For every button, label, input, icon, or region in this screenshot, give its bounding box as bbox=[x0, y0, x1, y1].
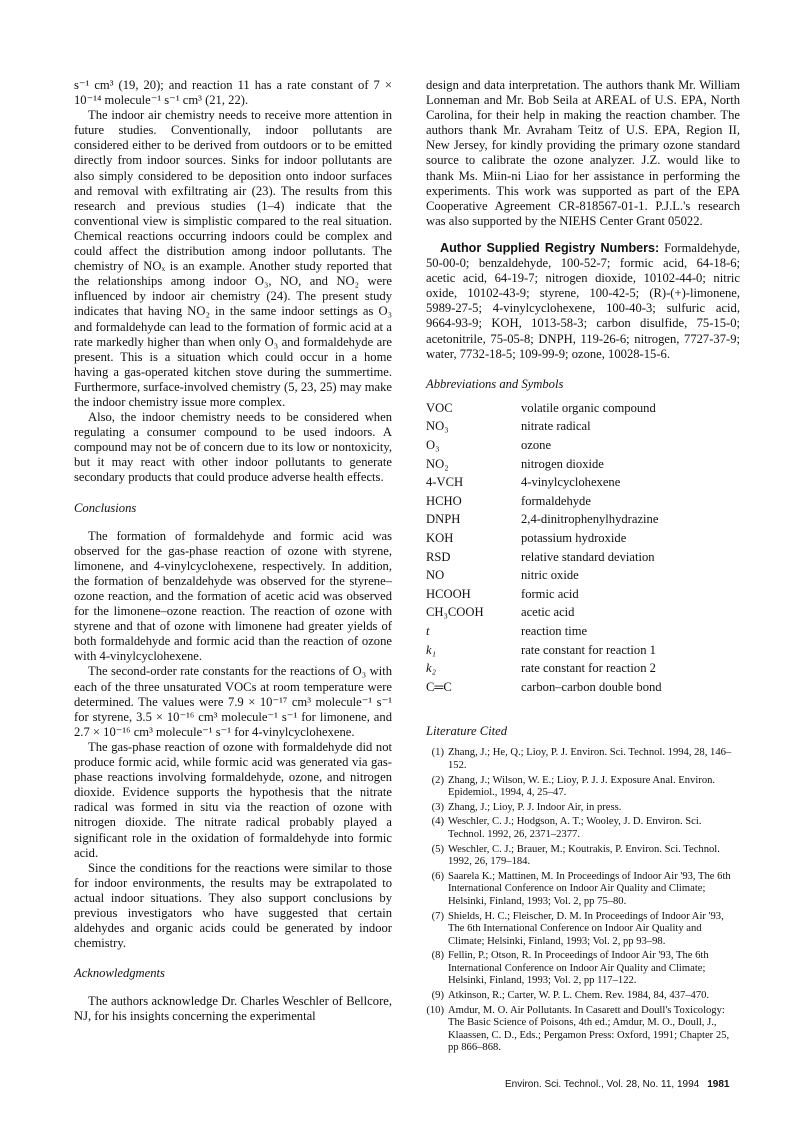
right-column bbox=[426, 78, 740, 1057]
reference-list bbox=[426, 747, 740, 1055]
abbreviation-term: C═C bbox=[426, 679, 452, 694]
left-column bbox=[74, 78, 392, 1025]
reference-item bbox=[426, 1005, 740, 1055]
reference-number: (7) bbox=[431, 910, 444, 922]
reference-number: (3) bbox=[431, 801, 444, 813]
registry-numbers: Formaldehyde, 50-00-0; benzaldehyde, 100-52-7; formic acid, 64-18-6; acetic acid, 64-19-7; nitrogen dioxide, 10102-44-0; nitric oxide, 10102-43-9; styrene, 100-42-5; (R)-(+)-limonene, 5989-27-5; 4-vinylcyclohexene, 100-40-3; sulfuric acid, 9664-93-9; KOH, 1013-58-3; carbon disulfide, 75-15-0; acetonitrile, 75-05-8; DNPH, 119-26-6; nitrogen, 7727-37-9; water, 7732-18-5; 109-99-9; ozone, 10028-15-6. bbox=[426, 240, 740, 361]
reference-item bbox=[426, 747, 740, 772]
paragraph-indoor-chemistry: The indoor air chemistry needs to receive more attention in future studies. Conventionally, indoor pollutants are considered either to be derived from outdoors or to be emitted directly from indoor sources. Sinks for indoor pollutants are also simply considered to be deposition onto indoor surfaces and removal with exfiltrating air (23). The results from this research and previous studies (1–4) indicate that the conventional view is simplistic compared to the real situation. Chemical reactions occurring indoors could be complex and could affect the distribution among indoor pollutants. The chemistry of NOₓ is an example. Another study reported that the relationships among indoor O₃, NO, and NO₂ were influenced by indoor air chemistry (24). The present study indicates that having NO₂ in the same indoor settings as O₃ and formaldehyde can lead to the formation of formic acid at a rate markedly higher than when only O₃ and formaldehyde are present. This is a situation which could occur in a home having a gas-operated kitchen stove during the summertime. Furthermore, surface-involved chemistry (5, 23, 25) may make the indoor chemistry issue more complex. bbox=[74, 108, 392, 409]
journal-citation: Environ. Sci. Technol., Vol. 28, No. 11, 1994 bbox=[505, 1079, 700, 1090]
conclusion-paragraph-3: The gas-phase reaction of ozone with formaldehyde did not produce formic acid, while formic acid was generated via gas-phase reactions involving formaldehyde, ozone, and nitrogen dioxide. Evidence supports the hypothesis that the nitrate radical was formed in situ via the reaction of ozone with nitrogen dioxide. The nitrate radical probably played a significant role in the oxidation of formaldehyde into formic acid. bbox=[74, 739, 392, 860]
registry-heading: Author Supplied Registry Numbers: bbox=[440, 240, 660, 255]
abbreviation-definition: potassium hydroxide bbox=[521, 530, 627, 545]
abbreviations-table bbox=[426, 401, 662, 699]
reference-text: Weschler, C. J.; Hodgson, A. T.; Wooley, J. D. Environ. Sci. Technol. 1992, 26, 2371–2377. bbox=[448, 816, 702, 840]
reference-item bbox=[426, 816, 740, 841]
conclusion-paragraph-2: The second-order rate constants for the reactions of O₃ with each of the three unsaturated VOCs at room temperature were determined. The values were 7.9 × 10⁻¹⁷ cm³ molecule⁻¹ s⁻¹ for styrene, 3.5 × 10⁻¹⁶ cm³ molecule⁻¹ s⁻¹ for limonene, and 2.7 × 10⁻¹⁶ cm³ molecule⁻¹ s⁻¹ for 4-vinylcyclohexene. bbox=[74, 664, 392, 739]
reference-item bbox=[426, 950, 740, 988]
abbreviation-term: HCHO bbox=[426, 493, 462, 508]
abbreviation-definition: nitric oxide bbox=[521, 568, 579, 583]
abbreviation-row bbox=[426, 643, 662, 662]
reference-number: (5) bbox=[431, 843, 444, 855]
abbreviation-definition: 2,4-dinitrophenylhydrazine bbox=[521, 512, 659, 527]
abbreviation-definition: nitrate radical bbox=[521, 419, 591, 434]
abbreviation-definition: volatile organic compound bbox=[521, 400, 656, 415]
abbreviation-definition: relative standard deviation bbox=[521, 549, 655, 564]
abbreviation-term: t bbox=[426, 623, 430, 638]
paragraph-consumer-compound: Also, the indoor chemistry needs to be considered when regulating a consumer compound to be used indoors. A compound may not be of concern due to its low or nontoxicity, but it may react with other indoor pollutants to generate secondary products that could produce adverse health effects. bbox=[74, 410, 392, 485]
abbreviation-row bbox=[426, 457, 662, 476]
reference-item bbox=[426, 871, 740, 909]
acknowledgments-heading: Acknowledgments bbox=[74, 966, 165, 981]
acknowledgments-paragraph: The authors acknowledge Dr. Charles Weschler of Bellcore, NJ, for his insights concerning the experimental bbox=[74, 994, 392, 1024]
reference-text: Zhang, J.; He, Q.; Lioy, P. J. Environ. Sci. Technol. 1994, 28, 146–152. bbox=[448, 747, 732, 771]
abbreviation-term: KOH bbox=[426, 530, 454, 545]
abbreviation-term: NO₃ bbox=[426, 419, 449, 434]
abbreviation-term: DNPH bbox=[426, 512, 461, 527]
reference-item bbox=[426, 990, 740, 1003]
reference-number: (1) bbox=[431, 747, 444, 759]
abbreviation-definition: formaldehyde bbox=[521, 493, 591, 508]
reference-text: Shields, H. C.; Fleischer, D. M. In Proceedings of Indoor Air '93, The 6th International Conference on Indoor Air Quality and Climate; Helsinki, Finland, 1993; Vol. 2, pp 93–98. bbox=[448, 910, 724, 947]
reference-number: (8) bbox=[431, 950, 444, 962]
abbreviation-row bbox=[426, 568, 662, 587]
conclusions-heading: Conclusions bbox=[74, 500, 137, 515]
abbreviation-term: k₁ bbox=[426, 642, 436, 657]
abbreviations-heading: Abbreviations and Symbols bbox=[426, 376, 564, 391]
reference-text: Zhang, J.; Wilson, W. E.; Lioy, P. J. J. Exposure Anal. Environ. Epidemiol., 1994, 4, 25–47. bbox=[448, 774, 716, 799]
paragraph-rate-constant: s⁻¹ cm³ (19, 20); and reaction 11 has a rate constant of 7 × 10⁻¹⁴ molecule⁻¹ s⁻¹ cm³ (21, 22). bbox=[74, 78, 392, 108]
abbreviation-row bbox=[426, 401, 662, 420]
reference-item bbox=[426, 911, 740, 949]
page-number: 1981 bbox=[707, 1079, 730, 1090]
reference-item bbox=[426, 775, 740, 800]
abbreviation-row bbox=[426, 680, 662, 699]
reference-number: (9) bbox=[431, 990, 444, 1002]
reference-item bbox=[426, 802, 740, 815]
abbreviation-row bbox=[426, 475, 662, 494]
abbreviation-term: 4-VCH bbox=[426, 475, 464, 490]
abbreviation-definition: 4-vinylcyclohexene bbox=[521, 475, 621, 490]
literature-cited-heading: Literature Cited bbox=[426, 724, 508, 739]
reference-item bbox=[426, 844, 740, 869]
reference-text: Weschler, C. J.; Brauer, M.; Koutrakis, P. Environ. Sci. Technol. 1992, 26, 179–184. bbox=[448, 843, 720, 868]
abbreviation-definition: formic acid bbox=[521, 586, 579, 601]
reference-text: Saarela K.; Mattinen, M. In Proceedings of Indoor Air '93, The 6th International Conference on Indoor Air Quality and Climate; Helsinki, Finland, 1993; Vol. 2, pp 75–80. bbox=[448, 870, 731, 907]
acknowledgments-continued: design and data interpretation. The authors thank Mr. William Lonneman and Mr. Bob Seila at AREAL of U.S. EPA, North Carolina, for their help in making the reaction chamber. The authors thank Mr. Avraham Teitz of U.S. EPA, Region II, New Jersey, for kindly providing the primary ozone standard source to calibrate the ozone analyzer. J.Z. would like to thank Ms. Miin-ni Liao for her assistance in performing the experiments. This work was supported as part of the EPA Cooperative Agreement CR-818567-01-1. P.J.L.'s research was also supported by the NIEHS Center Grant 05022. bbox=[426, 78, 740, 228]
abbreviation-term: HCOOH bbox=[426, 586, 471, 601]
abbreviation-term: VOC bbox=[426, 400, 453, 415]
reference-text: Fellin, P.; Otson, R. In Proceedings of Indoor Air '93, The 6th International Conference on Indoor Air Quality and Climate; Helsinki, Finland, 1993; Vol. 2, pp 117–122. bbox=[448, 950, 709, 987]
conclusion-paragraph-4: Since the conditions for the reactions were similar to those for indoor environments, the results may be extrapolated to actual indoor situations. They also support conclusions by previous investigators who have suggested that certain aldehydes and organic acids could be generated by indoor chemistry. bbox=[74, 860, 392, 951]
abbreviation-row bbox=[426, 550, 662, 569]
reference-number: (2) bbox=[431, 774, 444, 786]
abbreviation-definition: acetic acid bbox=[521, 605, 575, 620]
abbreviation-row bbox=[426, 624, 662, 643]
abbreviation-row bbox=[426, 661, 662, 680]
conclusion-paragraph-1: The formation of formaldehyde and formic acid was observed for the gas-phase reaction of ozone with styrene, limonene, and 4-vinylcyclohexene, respectively. In addition, the formation of benzaldehyde was observed for the styrene–ozone reaction, and the formation of acetic acid was observed for the limonene–ozone reaction. The reaction of ozone with styrene and that of ozone with limonene had greater yields of both formaldehyde and formic acid than the reaction of ozone with 4-vinylcyclohexene. bbox=[74, 528, 392, 664]
abbreviation-definition: nitrogen dioxide bbox=[521, 456, 604, 471]
abbreviation-term: NO₂ bbox=[426, 456, 449, 471]
reference-number: (6) bbox=[431, 870, 444, 882]
abbreviation-term: NO bbox=[426, 568, 445, 583]
abbreviation-term: CH₃COOH bbox=[426, 605, 484, 620]
page-footer bbox=[505, 1079, 729, 1090]
reference-text: Amdur, M. O. Air Pollutants. In Casarett and Doull's Toxicology: The Basic Science of Poisons, 4th ed.; Amdur, M. O., Doull, J., Klaassen, C. D., Eds.; Pergamon Press: Oxford, 1991; Chapter 25, pp 866–868. bbox=[448, 1004, 730, 1054]
abbreviation-definition: reaction time bbox=[521, 623, 588, 638]
abbreviation-term: O₃ bbox=[426, 437, 440, 452]
abbreviation-row bbox=[426, 494, 662, 513]
abbreviation-term: k₂ bbox=[426, 661, 436, 676]
abbreviation-definition: carbon–carbon double bond bbox=[521, 679, 662, 694]
abbreviation-row bbox=[426, 531, 662, 550]
abbreviation-row bbox=[426, 587, 662, 606]
abbreviation-definition: rate constant for reaction 1 bbox=[521, 642, 656, 657]
abbreviation-row bbox=[426, 512, 662, 531]
abbreviation-definition: ozone bbox=[521, 437, 552, 452]
registry-paragraph bbox=[426, 241, 740, 362]
reference-number: (4) bbox=[431, 816, 444, 828]
abbreviation-row bbox=[426, 419, 662, 438]
reference-text: Zhang, J.; Lioy, P. J. Indoor Air, in press. bbox=[448, 801, 622, 813]
abbreviation-row bbox=[426, 438, 662, 457]
reference-number: (10) bbox=[426, 1004, 444, 1016]
abbreviation-definition: rate constant for reaction 2 bbox=[521, 661, 656, 676]
abbreviation-term: RSD bbox=[426, 549, 451, 564]
reference-text: Atkinson, R.; Carter, W. P. L. Chem. Rev. 1984, 84, 437–470. bbox=[448, 990, 710, 1002]
abbreviation-row bbox=[426, 605, 662, 624]
